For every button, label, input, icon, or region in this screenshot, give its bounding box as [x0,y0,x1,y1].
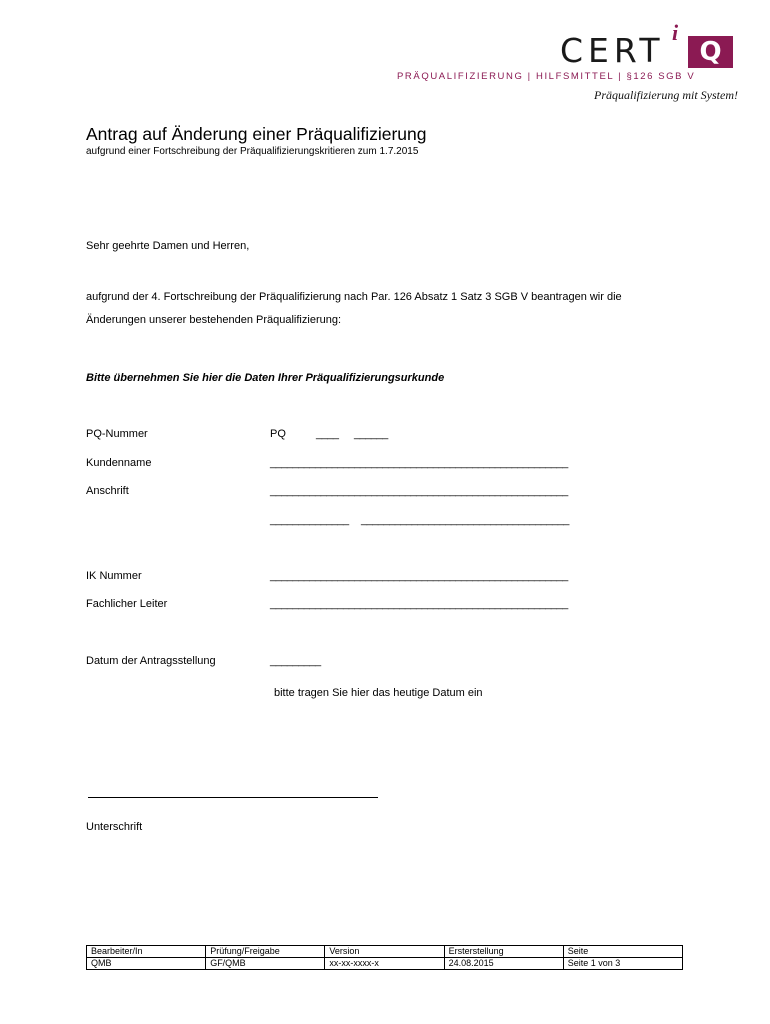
greeting: Sehr geehrte Damen und Herren, [86,240,250,252]
ik-number-label: IK Nummer [86,570,142,582]
document-title: Antrag auf Änderung einer Präqualifizierung [86,124,427,144]
table-cell: QMB [87,958,206,970]
table-header-cell: Ersterstellung [444,946,563,958]
signature-label: Unterschrift [86,821,143,833]
application-date-field[interactable]: _________ [270,655,321,667]
address-field-street[interactable]: _____________________________________________________ [270,485,568,497]
table-header-cell: Seite [563,946,682,958]
signature-line[interactable] [88,797,378,798]
pq-number-field-2[interactable]: ______ [354,428,388,440]
table-header-cell: Bearbeiter/In [87,946,206,958]
customer-name-field[interactable]: _____________________________________________________ [270,457,568,469]
technical-manager-field[interactable]: _____________________________________________________ [270,598,568,610]
table-header-cell: Prüfung/Freigabe [206,946,325,958]
date-hint: bitte tragen Sie hier das heutige Datum ein [274,687,483,699]
logo-i-letter: i [672,20,679,45]
customer-name-label: Kundenname [86,457,152,469]
address-field-zip[interactable]: ______________ [270,514,349,526]
paragraph-line-1: aufgrund der 4. Fortschreibung der Präqualifizierung nach Par. 126 Absatz 1 Satz 3 SGB V beantragen wir die [86,291,622,303]
pq-number-label: PQ-Nummer [86,428,148,440]
table-cell: Seite 1 von 3 [563,958,682,970]
table-cell: 24.08.2015 [444,958,563,970]
logo-wordmark: CERT [560,31,665,70]
table-header-row [87,946,683,958]
table-header-cell: Version [325,946,444,958]
document-subtitle: aufgrund einer Fortschreibung der Präqualifizierungskritieren zum 1.7.2015 [86,146,419,157]
technical-manager-label: Fachlicher Leiter [86,598,168,610]
ik-number-field[interactable]: _____________________________________________________ [270,570,568,582]
table-cell: xx-xx-xxxx-x [325,958,444,970]
instruction-heading: Bitte übernehmen Sie hier die Daten Ihrer Präqualifizierungsurkunde [86,372,445,384]
paragraph-line-2: Änderungen unserer bestehenden Präqualifizierung: [86,314,342,326]
pq-number-field-1[interactable]: ____ [316,428,339,440]
document-control-table [86,945,683,970]
pq-prefix: PQ [270,428,286,440]
table-cell: GF/QMB [206,958,325,970]
logo-tagline: PRÄQUALIFIZIERUNG | HILFSMITTEL | §126 SGB V [397,71,696,82]
address-field-city[interactable]: _____________________________________ [361,514,569,526]
table-row [87,958,683,970]
application-date-label: Datum der Antragsstellung [86,655,216,667]
address-label: Anschrift [86,485,129,497]
logo-slogan: Präqualifizierung mit System! [594,88,738,102]
logo-q-box: Q [688,36,733,68]
